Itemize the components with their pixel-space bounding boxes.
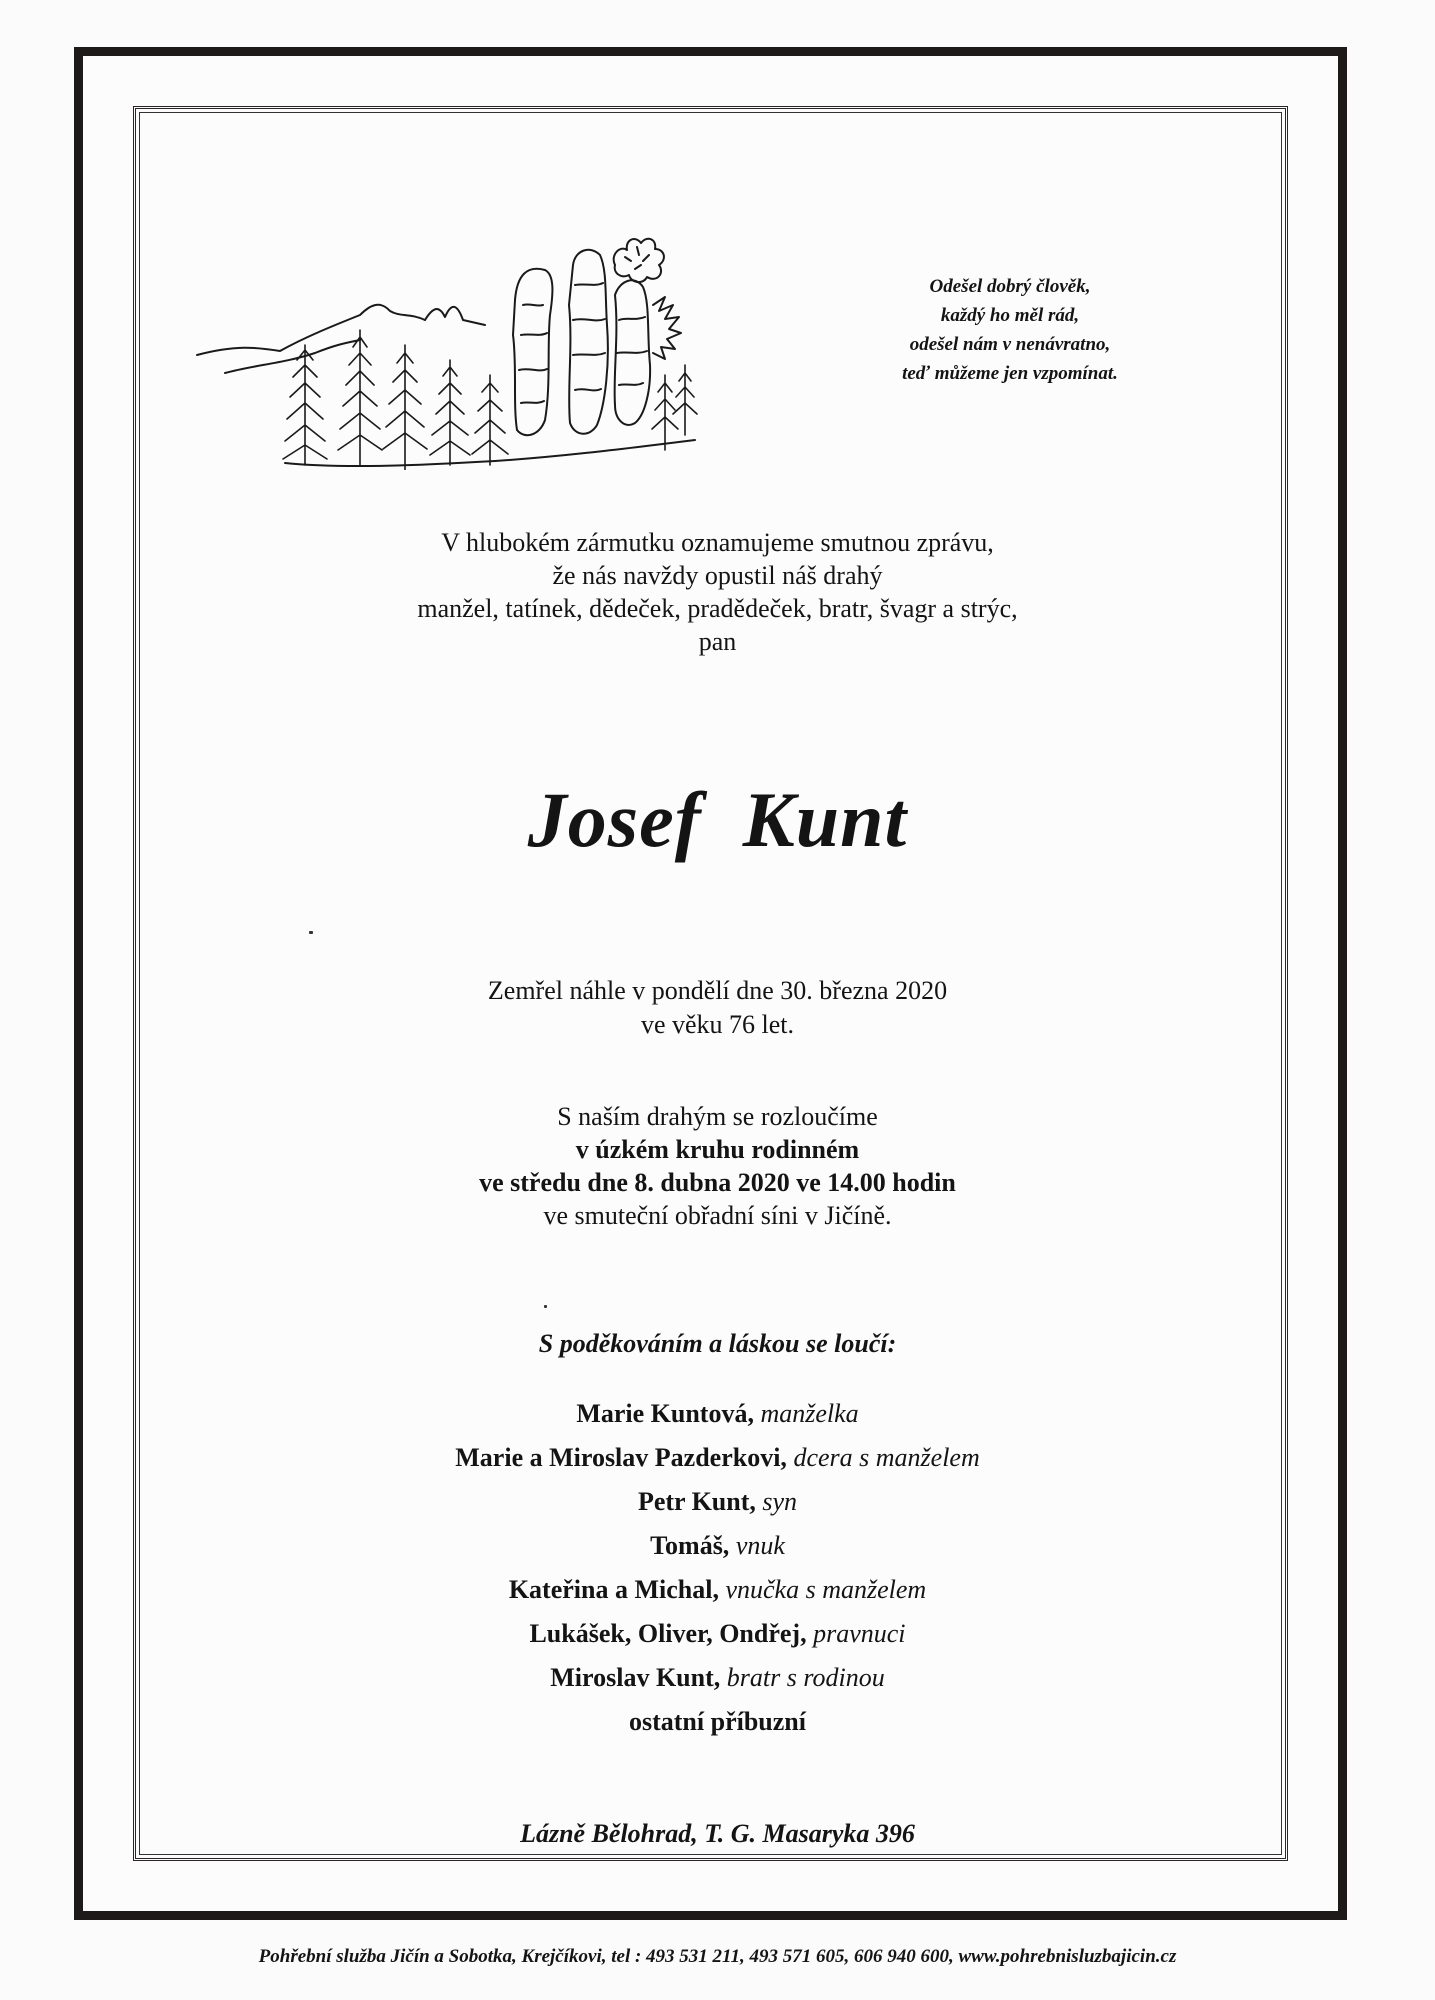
death-line: Zemřel náhle v pondělí dne 30. března 2020 bbox=[487, 976, 948, 1005]
deceased-name: Josef Kunt bbox=[527, 776, 908, 863]
mourner-relation: bratr s rodinou bbox=[726, 1663, 885, 1692]
funeral-line: S naším drahým se rozloučíme bbox=[557, 1102, 878, 1131]
mourner-relation: vnučka s manželem bbox=[725, 1575, 927, 1604]
funeral-line-bold: v úzkém kruhu rodinném bbox=[575, 1135, 860, 1164]
funeral-service-footer: Pohřební služba Jičín a Sobotka, Krejčíkovi, tel : 493 531 211, 493 571 605, 606 940 600, www.pohrebnisluzbajicin.cz bbox=[258, 1946, 1177, 1967]
farewell-heading: S poděkováním a láskou se loučí: bbox=[538, 1329, 897, 1358]
family-address: Lázně Bělohrad, T. G. Masaryka 396 bbox=[520, 1819, 915, 1848]
funeral-date-time: ve středu dne 8. dubna 2020 ve 14.00 hodin bbox=[479, 1168, 956, 1197]
mourner-item bbox=[0, 1612, 1435, 1656]
death-line: ve věku 76 let. bbox=[640, 1010, 795, 1039]
quote-line: Odešel dobrý člověk, bbox=[929, 276, 1091, 297]
mourner-name: ostatní příbuzní bbox=[629, 1707, 806, 1736]
funeral-info bbox=[0, 1100, 1435, 1232]
announcement-line: že nás navždy opustil náš drahý bbox=[552, 561, 883, 590]
mourner-item bbox=[0, 1700, 1435, 1744]
mourners-list bbox=[0, 1392, 1435, 1744]
scan-speck bbox=[544, 1305, 547, 1308]
announcement-line: V hlubokém zármutku oznamujeme smutnou zprávu, bbox=[441, 528, 994, 557]
mourner-item bbox=[0, 1436, 1435, 1480]
memorial-quote bbox=[840, 272, 1180, 388]
announcement-line: manžel, tatínek, dědeček, pradědeček, bratr, švagr a strýc, bbox=[417, 594, 1018, 623]
mourner-item bbox=[0, 1656, 1435, 1700]
mourner-relation: manželka bbox=[760, 1399, 859, 1428]
death-info bbox=[0, 974, 1435, 1042]
mourner-relation: vnuk bbox=[735, 1531, 785, 1560]
funeral-place: ve smuteční obřadní síni v Jičíně. bbox=[543, 1201, 892, 1230]
mourner-item bbox=[0, 1568, 1435, 1612]
mourner-item bbox=[0, 1392, 1435, 1436]
landscape-rocks-trees-drawing bbox=[195, 225, 705, 470]
quote-line: teď můžeme jen vzpomínat. bbox=[902, 363, 1118, 384]
mourner-relation: syn bbox=[762, 1487, 798, 1516]
mourner-name: Tomáš, bbox=[650, 1531, 730, 1560]
mourner-name: Lukášek, Oliver, Ondřej, bbox=[529, 1619, 807, 1648]
mourner-name: Marie Kuntová, bbox=[576, 1399, 754, 1428]
mourner-item bbox=[0, 1524, 1435, 1568]
mourner-name: Kateřina a Michal, bbox=[508, 1575, 719, 1604]
mourner-name: Marie a Miroslav Pazderkovi, bbox=[455, 1443, 787, 1472]
mourner-item bbox=[0, 1480, 1435, 1524]
mourner-name: Miroslav Kunt, bbox=[550, 1663, 721, 1692]
mourner-relation: pravnuci bbox=[813, 1619, 906, 1648]
mourner-name: Petr Kunt, bbox=[637, 1487, 756, 1516]
quote-line: každý ho měl rád, bbox=[940, 305, 1080, 326]
scan-speck bbox=[309, 931, 313, 934]
quote-line: odešel nám v nenávratno, bbox=[909, 334, 1111, 355]
announcement-line: pan bbox=[698, 627, 737, 656]
mourner-relation: dcera s manželem bbox=[793, 1443, 980, 1472]
announcement-text bbox=[0, 526, 1435, 658]
